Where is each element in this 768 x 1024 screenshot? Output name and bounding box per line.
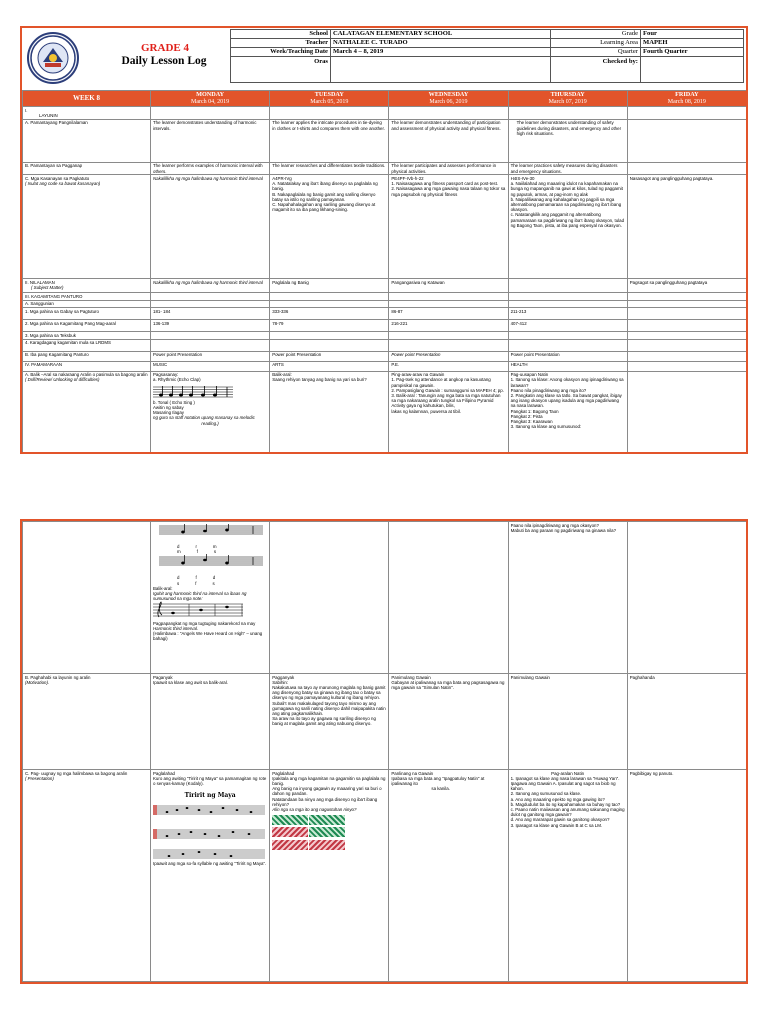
- cell-monday: [151, 522, 270, 674]
- cell-friday: Nasasagot ang panglingguhang pagtataya.: [627, 175, 746, 279]
- cell-monday: [151, 674, 270, 770]
- day-tuesday: [270, 91, 389, 107]
- row-label: [23, 175, 151, 279]
- info-label-learning-area: Learning Area: [551, 39, 641, 48]
- row-label: [23, 371, 151, 454]
- cell-friday: Paghahanda: [627, 674, 746, 770]
- info-value-oras: [331, 57, 551, 83]
- info-value-school: CALATAGAN ELEMENTARY SCHOOL: [331, 30, 551, 39]
- banig-pattern-image: [272, 815, 308, 825]
- rhythm-staff-icon: [153, 385, 233, 399]
- cell-monday: Nakalilikha ng mga halimbawa ng harmonic third interval: [151, 279, 270, 293]
- cell-wednesday: [389, 371, 508, 454]
- day-name: TUESDAY: [314, 91, 344, 98]
- info-label-school: School: [231, 30, 331, 39]
- day-thursday: [508, 91, 627, 107]
- competency-item: a. Naiilalahad ang maaaring idulot na kapahamakan na bunga ng mapanganib na gawi at kilos, tulad ng paggamit ng paputok, armas, at pag-inom ng alak: [510, 181, 623, 197]
- row-pamantayan-sa-pagganap: [23, 162, 747, 175]
- step-text: a. Rhythmic (Echo Clap): [153, 377, 201, 383]
- treble-staff-icon: [153, 601, 243, 619]
- step-text: Sa araw na ito tayo ay gagawa ng sariling disenyo ng banig at maglala gamit ang ating nabuong disenyo.: [272, 716, 376, 727]
- row-sanggunian: [23, 300, 747, 307]
- row-label-note: ( Presentation): [25, 775, 54, 781]
- competency-item: 1. Naisasagawa ang fitness passport card as post-test.: [391, 181, 499, 187]
- step-text: Panlinang na Gawain: [391, 770, 434, 776]
- cell-wednesday: P.E.: [389, 361, 508, 371]
- cell-monday: The learner performs examples of harmonic interval with others.: [151, 162, 270, 175]
- step-text: lakas ng kalamnan, puwersa at tibil.: [391, 408, 461, 414]
- day-friday: [627, 91, 746, 107]
- solfa-syllable: f: [195, 580, 197, 586]
- cell-friday: [627, 308, 746, 320]
- step-text: Natatandaan ba ninyo ang mga disenyo ng iba’t ibang rehiyon?: [272, 796, 378, 807]
- step-text: Panimulang Gawain: [391, 674, 431, 680]
- document-title: Daily Lesson Log: [121, 55, 207, 67]
- cell-tuesday: The learner applies the intricate procedures in tie-dyeing in clothes or t-shirts and compares them with one another.: [270, 119, 389, 162]
- row-pamantayang-pangnilalaman: [23, 119, 747, 162]
- competency-code: A4PR-IVg: [272, 175, 292, 181]
- step-text: Ang banig na inyong gagawin ay maaaring yari sa buri o dahon ng pandan.: [272, 786, 382, 797]
- cell: [389, 293, 508, 300]
- cell-monday: MUSIC: [151, 361, 270, 371]
- cell-tuesday: Power point Presentation: [270, 351, 389, 361]
- cell-thursday: 407-412: [508, 320, 627, 332]
- cell-monday: [151, 371, 270, 454]
- cell-monday: Nakalilikha ng mga halimbawa ng harmonic third interval: [151, 175, 270, 279]
- competency-code: PE4PF-IVb-h-22: [391, 175, 424, 181]
- cell-friday: [627, 162, 746, 175]
- cell-wednesday: [389, 339, 508, 351]
- solfa-syllable: s: [213, 549, 217, 554]
- solfa-syllable: d: [212, 575, 216, 581]
- cell-tuesday: [270, 339, 389, 351]
- step-text: reading.): [201, 420, 219, 426]
- day-monday: [151, 91, 270, 107]
- row-iba-pang-kagamitan: [23, 351, 747, 361]
- cell-tuesday: [270, 674, 389, 770]
- step-text: Pagganyak: [272, 674, 295, 680]
- solfa-syllable: s: [212, 580, 215, 586]
- cell: [270, 107, 389, 120]
- cell: [389, 107, 508, 120]
- cell: [627, 293, 746, 300]
- row-label-text: II. NILALAMAN: [25, 279, 55, 285]
- solfa-syllable: d: [177, 575, 180, 581]
- day-date: March 04, 2019: [191, 98, 230, 105]
- info-label-oras: Oras: [231, 57, 331, 83]
- cell-friday: [627, 320, 746, 332]
- row-kagamitang-pang-mag-aaral: [23, 320, 747, 332]
- row-label: A. Sanggunian: [23, 300, 151, 307]
- cell-friday: [627, 522, 746, 674]
- cell-friday: [627, 371, 746, 454]
- step-text: Pagpapangkat ng mga tugtuging nakarekord na may: [153, 620, 256, 626]
- cell-monday: Power point Presentation: [151, 351, 270, 361]
- cell-tuesday: [270, 332, 389, 339]
- cell: [270, 300, 389, 307]
- row-label-text: B. Paghahabi sa layunin ng aralin: [25, 674, 91, 680]
- step-text: Balik-aral:: [153, 585, 173, 591]
- info-label-quarter: Quarter: [551, 48, 641, 57]
- step-text: Ipaawit sa klase ang awit sa balik-aral.: [153, 679, 228, 685]
- competency-item: B. Nakapaglalala ng banig gamit ang sariling disenyo batay sa istilo ng sariling pamayanan.: [272, 191, 376, 202]
- cell-tuesday: 333-336: [270, 308, 389, 320]
- row-teksbuk: [23, 332, 747, 339]
- step-text: Paganyak: [153, 674, 173, 680]
- row-pag-uugnay-ng-halimbawa: [23, 770, 747, 982]
- row-label: 3. Mga pahina sa Teksbuk: [23, 332, 151, 339]
- row-label: [23, 279, 151, 293]
- cell-monday: The learner demonstrates understanding of harmonic intervals.: [151, 119, 270, 162]
- cell: [508, 107, 627, 120]
- competency-item: b. Naipaliliwanag ang kahalagahan ng pagpili sa mga alternatibong pamamaraan sa pagdiriwang ng iba’t ibang okasyon.: [510, 196, 622, 213]
- row-balik-aral-continued: [23, 522, 747, 674]
- cell-friday: [627, 339, 746, 351]
- cell-wednesday: [389, 674, 508, 770]
- day-name: THURSDAY: [550, 91, 585, 98]
- cell: [627, 300, 746, 307]
- step-text: 1. Itanong sa klase: Anong okasyon ang ipinagdiriwang sa larawan?: [510, 377, 624, 388]
- competency-item: A. Natatalakay ang iba’t ibang disenyo sa paglalala ng banig.: [272, 181, 378, 192]
- cell: [389, 300, 508, 307]
- cell-thursday: The learner practices safety measures during disasters and emergency situations.: [508, 162, 627, 175]
- competency-code: H4IS-IVe-30: [510, 175, 535, 181]
- step-text: Paano nila ipinagdiriwang ang mga okasyon?: [510, 522, 599, 528]
- section-number: I.: [25, 107, 28, 113]
- step-text: sa kanila.: [431, 786, 450, 792]
- header: [22, 28, 746, 90]
- step-text: c. Paano natin maiiwasan ang anumang sakunang maging dulot ng ganitong mga gawain?: [510, 807, 625, 818]
- step-text: 3. Balik-aral : Tanungin ang mga bata sa mga natutuhan sa mga nakaraang aralin tungkol sa Filipino Pyramid Activity gaya ng kahutukan, bilis,: [391, 392, 501, 409]
- step-text: Harmonic third interval.: [153, 625, 199, 631]
- solfa-syllable: m: [212, 543, 217, 549]
- cell-wednesday: The learner demonstrates understanding of participation and assessment of physical activity and physical fitness.: [389, 119, 508, 162]
- grade-title: GRADE 4: [141, 42, 189, 54]
- step-text: Paano nila pinagdiriwang ang mga ito?: [510, 387, 587, 393]
- step-text: Pangkat 2: Pista: [510, 413, 543, 419]
- step-text: Saang rehiyon tanyag ang banig na yari sa buri?: [272, 377, 367, 383]
- cell-tuesday: 78-79: [270, 320, 389, 332]
- step-text: Ping-araw-araw na Gawain: [391, 372, 445, 378]
- cell-tuesday: [270, 522, 389, 674]
- step-text: 2. Pangkatin ang klase sa tatlo. Sa bawat pangkat, ibigay ang isang okasyon upang isadula ang mga pagdiriwang na nasa larawan.: [510, 392, 622, 409]
- song-title: Tiririt ng Maya: [184, 792, 236, 800]
- step-text: 2. Pampasiglang Gawain : sumanggumi sa MAPEH 4; pp.: [391, 387, 504, 393]
- step-text: Balik-aral:: [272, 372, 292, 378]
- banig-pattern-image: [309, 840, 345, 850]
- day-name: FRIDAY: [675, 91, 699, 98]
- cell-thursday: [508, 279, 627, 293]
- solfa-syllable: m: [177, 549, 181, 554]
- day-date: March 08, 2019: [667, 98, 706, 105]
- step-text: Awitin ng sabay: [153, 404, 184, 410]
- row-label: B. Pamantayan sa Pagganap: [23, 162, 151, 175]
- step-text: (Halimbawa : "Angels We Have Heard on High" – unang bahagi): [153, 631, 263, 642]
- solfa-syllable: r: [195, 543, 197, 549]
- banig-pattern-image: [309, 815, 345, 825]
- week-label: WEEK 8: [23, 91, 151, 107]
- row-label-text: C. Mga Kasanayan sa Pagkatuto: [25, 175, 90, 181]
- cell-friday: [627, 361, 746, 371]
- cell-friday: [627, 119, 746, 162]
- day-date: March 07, 2019: [548, 98, 587, 105]
- step-text: Masaring Ilagay: [153, 410, 184, 416]
- step-text: Mabuti ba ang paraan ng pagdiriwang na ginawa nila?: [510, 527, 617, 533]
- competency-item: C. Napahahalagahan ang sariling gawang disenyo at magamit ito sa iba pang likhang-sining.: [272, 201, 376, 213]
- step-text: 3. Itanong sa klase ang sumusunod:: [510, 424, 582, 430]
- row-label-text: A. Balik –Aral sa nakaraang Aralin o pasimula sa bagong aralin: [25, 372, 148, 378]
- row-lrdms: [23, 339, 747, 351]
- cell-thursday: 211-213: [508, 308, 627, 320]
- row-label: [23, 674, 151, 770]
- cell-wednesday: The learner participates and assesses performance in physical activities.: [389, 162, 508, 175]
- cell-monday: [151, 332, 270, 339]
- cell: [151, 107, 270, 120]
- school-info-table: [230, 29, 744, 83]
- step-text: Pangkat 3: Kaarawan: [510, 418, 553, 424]
- info-value-quarter: Fourth Quarter: [641, 48, 744, 57]
- cell-thursday: Power point Presentation: [508, 351, 627, 361]
- lesson-grid: [22, 90, 747, 454]
- cell-tuesday: Paglalala ng Banig: [270, 279, 389, 293]
- info-value-grade: Four: [641, 30, 744, 39]
- step-text: b. Magdudulot ba ito ng kapahamakan sa buhay ng tao?: [510, 801, 621, 807]
- row-label: [23, 522, 151, 674]
- cell-friday: [627, 351, 746, 361]
- lesson-log-page-2: [20, 519, 748, 984]
- solfa-syllable: f: [196, 549, 198, 554]
- cell-wednesday: [389, 332, 508, 339]
- banig-pattern-image: [272, 827, 308, 837]
- cell-monday: [151, 770, 270, 982]
- step-text: Nakakutuwa na tayo ay marunong maglala ng banig gamit ang disenyong batay sa ginawa ng ibang tao o batay sa disenyo ng mga pamayanang kultural ng ibang rehiyon. Subali’t mas makakulaged tayong tayo mismo ay ang gumagawa ng sarili nating disenyo dahil maipapakita natin ang ating pagkamalikhain.: [272, 685, 386, 717]
- step-text: Ipabasa sa mga bata ang "Ipagpatuloy Natin" at ipaliwanag ito: [391, 775, 485, 786]
- row-label-note: ( Subject Matter): [31, 285, 64, 291]
- step-text: b. Tonal ( Echo Sing ): [153, 399, 195, 405]
- step-text: Pangkat 1: Bagong Taon: [510, 408, 559, 414]
- cell-wednesday: Pangangasiwa ng Katawan: [389, 279, 508, 293]
- cell-friday: Pagbibigay ng panuto.: [627, 770, 746, 982]
- cell: [270, 293, 389, 300]
- info-label-teacher: Teacher: [231, 39, 331, 48]
- day-date: March 05, 2019: [310, 98, 349, 105]
- row-label-note: ( Isulat ang code sa bawat kasanayan): [25, 181, 101, 187]
- row-label: [23, 770, 151, 982]
- competency-item: c. Natatangkilik ang paggamit ng alternatibong pamamaraan sa pagdiriwang ng iba’t ibang okasyon, tulad ng Bagong Taon, pista, at iba pang espesyal na okasyon.: [510, 212, 625, 228]
- day-date: March 06, 2019: [429, 98, 468, 105]
- competency-item: 2. Naisasagawa ang mga gawaing nasa talaan ng tokor sa mga pagsubok ng physical fitness: [391, 186, 506, 197]
- step-text: Pag-aralan Natin: [551, 770, 585, 776]
- day-wednesday: [389, 91, 508, 107]
- day-header-row: [23, 91, 747, 107]
- cell-thursday: [508, 332, 627, 339]
- song-sheet-music-icon: [153, 800, 265, 860]
- day-name: WEDNESDAY: [428, 91, 469, 98]
- row-label: [23, 107, 151, 120]
- banig-pattern-image: [272, 840, 308, 850]
- cell-friday: Pagsagot sa panglingguhang pagtataya: [627, 279, 746, 293]
- info-value-checked-by: [641, 57, 744, 83]
- step-text: Ipakitala ang mga kagamitan na gagamitin sa paglalala ng banig.: [272, 775, 386, 786]
- step-text: Paglalahad: [153, 770, 175, 776]
- deped-seal-icon: [27, 32, 79, 84]
- step-text: 3. Ipasagot sa klase ang Gawain B at C sa LM.: [510, 822, 603, 828]
- step-text: Ipaawit ang mga so-fa syllable ng awiting "Tiririt ng Maya".: [153, 861, 267, 867]
- cell-monday: 136-139: [151, 320, 270, 332]
- step-text: Gabayan at ipaliwanag sa mga bata ang pagsasagawa ng mga gawain sa "Simulan Natin".: [391, 679, 505, 690]
- solfa-syllable: s: [177, 580, 180, 586]
- step-text: d. Ano ang mararapat gawin sa ganitong okasyon?: [510, 817, 610, 823]
- info-label-grade: Grade: [551, 30, 641, 39]
- step-text: 1. Ipanagot sa klase ang nasa larawan sa "Huwag Yan". Ipagawa ang Gawain A. Ipasulat ang sagot sa biob ng kahon.: [510, 775, 620, 792]
- row-pamamaraan: [23, 361, 747, 371]
- cell-wednesday: Power point Presentation: [389, 351, 508, 361]
- cell: [508, 293, 627, 300]
- row-label: 1. Mga pahina sa Gabay sa Pagtuturo: [23, 308, 151, 320]
- cell-thursday: [508, 770, 627, 982]
- step-text: 2. Itanong ang sumusunod sa klase.: [510, 791, 582, 797]
- cell-tuesday: [270, 371, 389, 454]
- row-label: B. Iba pang Kagamitang Panturo: [23, 351, 151, 361]
- row-kagamitang-panturo: [23, 293, 747, 300]
- info-value-teacher: NATHALEE C. TURADO: [331, 39, 551, 48]
- step-text: Iguhit ang harmonic third na interval sa ibaas ng sumusunod na mga note:: [153, 591, 247, 602]
- cell-tuesday: [270, 770, 389, 982]
- cell-wednesday: 86-87: [389, 308, 508, 320]
- cell-tuesday: The learner researches and differentiates textile traditions.: [270, 162, 389, 175]
- cell: [151, 293, 270, 300]
- cell-thursday: [508, 339, 627, 351]
- row-kasanayan-sa-pagkatuto: [23, 175, 747, 279]
- row-label: 2. Mga pahina sa Kagamitang Pang Mag-aaral: [23, 320, 151, 332]
- solfa-syllable: d: [177, 543, 180, 549]
- cell-monday: [151, 339, 270, 351]
- step-text: Pagsasanay:: [153, 372, 179, 378]
- solfa-syllable: f: [195, 575, 197, 581]
- row-label-text: C. Pag- uugnay ng mga halimbawa sa bagong aralin: [25, 770, 128, 776]
- solfa-staff-icon: [153, 554, 263, 574]
- lesson-log-page-1: [20, 26, 748, 454]
- step-text: Pag-uusapan Natin: [510, 372, 549, 378]
- row-paghahabi-sa-layunin: [23, 674, 747, 770]
- row-layunin: [23, 107, 747, 120]
- row-nilalaman: [23, 279, 747, 293]
- cell-tuesday: ARTS: [270, 361, 389, 371]
- cell-thursday: The learner demonstrates understanding of safety guidelines during disasters, and emergency and other high risk situations.: [508, 119, 627, 162]
- info-label-week: Week/Teaching Date: [231, 48, 331, 57]
- info-value-learning-area: MAPEH: [641, 39, 744, 48]
- step-text: ng guro sa staff notation upang masanay sa melodic: [153, 415, 255, 421]
- day-name: MONDAY: [196, 91, 225, 98]
- step-text: Alin nga sa mga ito ang nagustuhan ninyo?: [272, 807, 357, 813]
- info-value-week: March 4 – 8, 2019: [331, 48, 551, 57]
- step-text: Sabihin:: [272, 679, 289, 685]
- step-text: Panimulang Gawain: [510, 674, 550, 680]
- section-title: LAYUNIN: [39, 112, 58, 118]
- row-label-note: ( Drill/Review/ Unlocking of difficulties): [25, 377, 100, 383]
- row-label-note: (Motivation).: [25, 679, 50, 685]
- cell-thursday: [508, 371, 627, 454]
- cell-wednesday: [389, 522, 508, 674]
- banig-design-samples: [272, 814, 386, 851]
- cell: [151, 300, 270, 307]
- cell-thursday: [508, 175, 627, 279]
- row-gabay-pahina: [23, 308, 747, 320]
- solfa-staff-icon: [153, 523, 263, 543]
- row-label: IV. PAMAMARAAN: [23, 361, 151, 371]
- cell-wednesday: [389, 175, 508, 279]
- cell: [508, 300, 627, 307]
- cell-tuesday: [270, 175, 389, 279]
- cell-monday: 181- 184: [151, 308, 270, 320]
- step-text: a. Ano ang maaaring epekto ng mga gawing ito?: [510, 796, 605, 802]
- cell-thursday: [508, 522, 627, 674]
- cell-wednesday: [389, 770, 508, 982]
- row-balik-aral: [23, 371, 747, 454]
- step-text: Paglalahad: [272, 770, 295, 776]
- step-text: 1. Pag-tsek ng attendance at angkop na kasuotang pampisikal na gawain.: [391, 377, 491, 388]
- cell-friday: [627, 332, 746, 339]
- info-label-checked-by: Checked by:: [551, 57, 641, 83]
- banig-pattern-image: [309, 827, 345, 837]
- cell-thursday: [508, 674, 627, 770]
- row-label: III. KAGAMITANG PANTURO: [23, 293, 151, 300]
- cell: [627, 107, 746, 120]
- cell-wednesday: 216-221: [389, 320, 508, 332]
- lesson-grid-continued: [22, 521, 747, 982]
- step-text: Kuro ang awiting "Tiririt ng Maya" sa pamamagitan ng rote o senyas-kamay (Kodaly).: [153, 775, 267, 786]
- row-label: 4. Karagdagang kagamitan mula sa LRDMS: [23, 339, 151, 351]
- row-label: A. Pamantayang Pangnilalaman: [23, 119, 151, 162]
- cell-thursday: HEALTH: [508, 361, 627, 371]
